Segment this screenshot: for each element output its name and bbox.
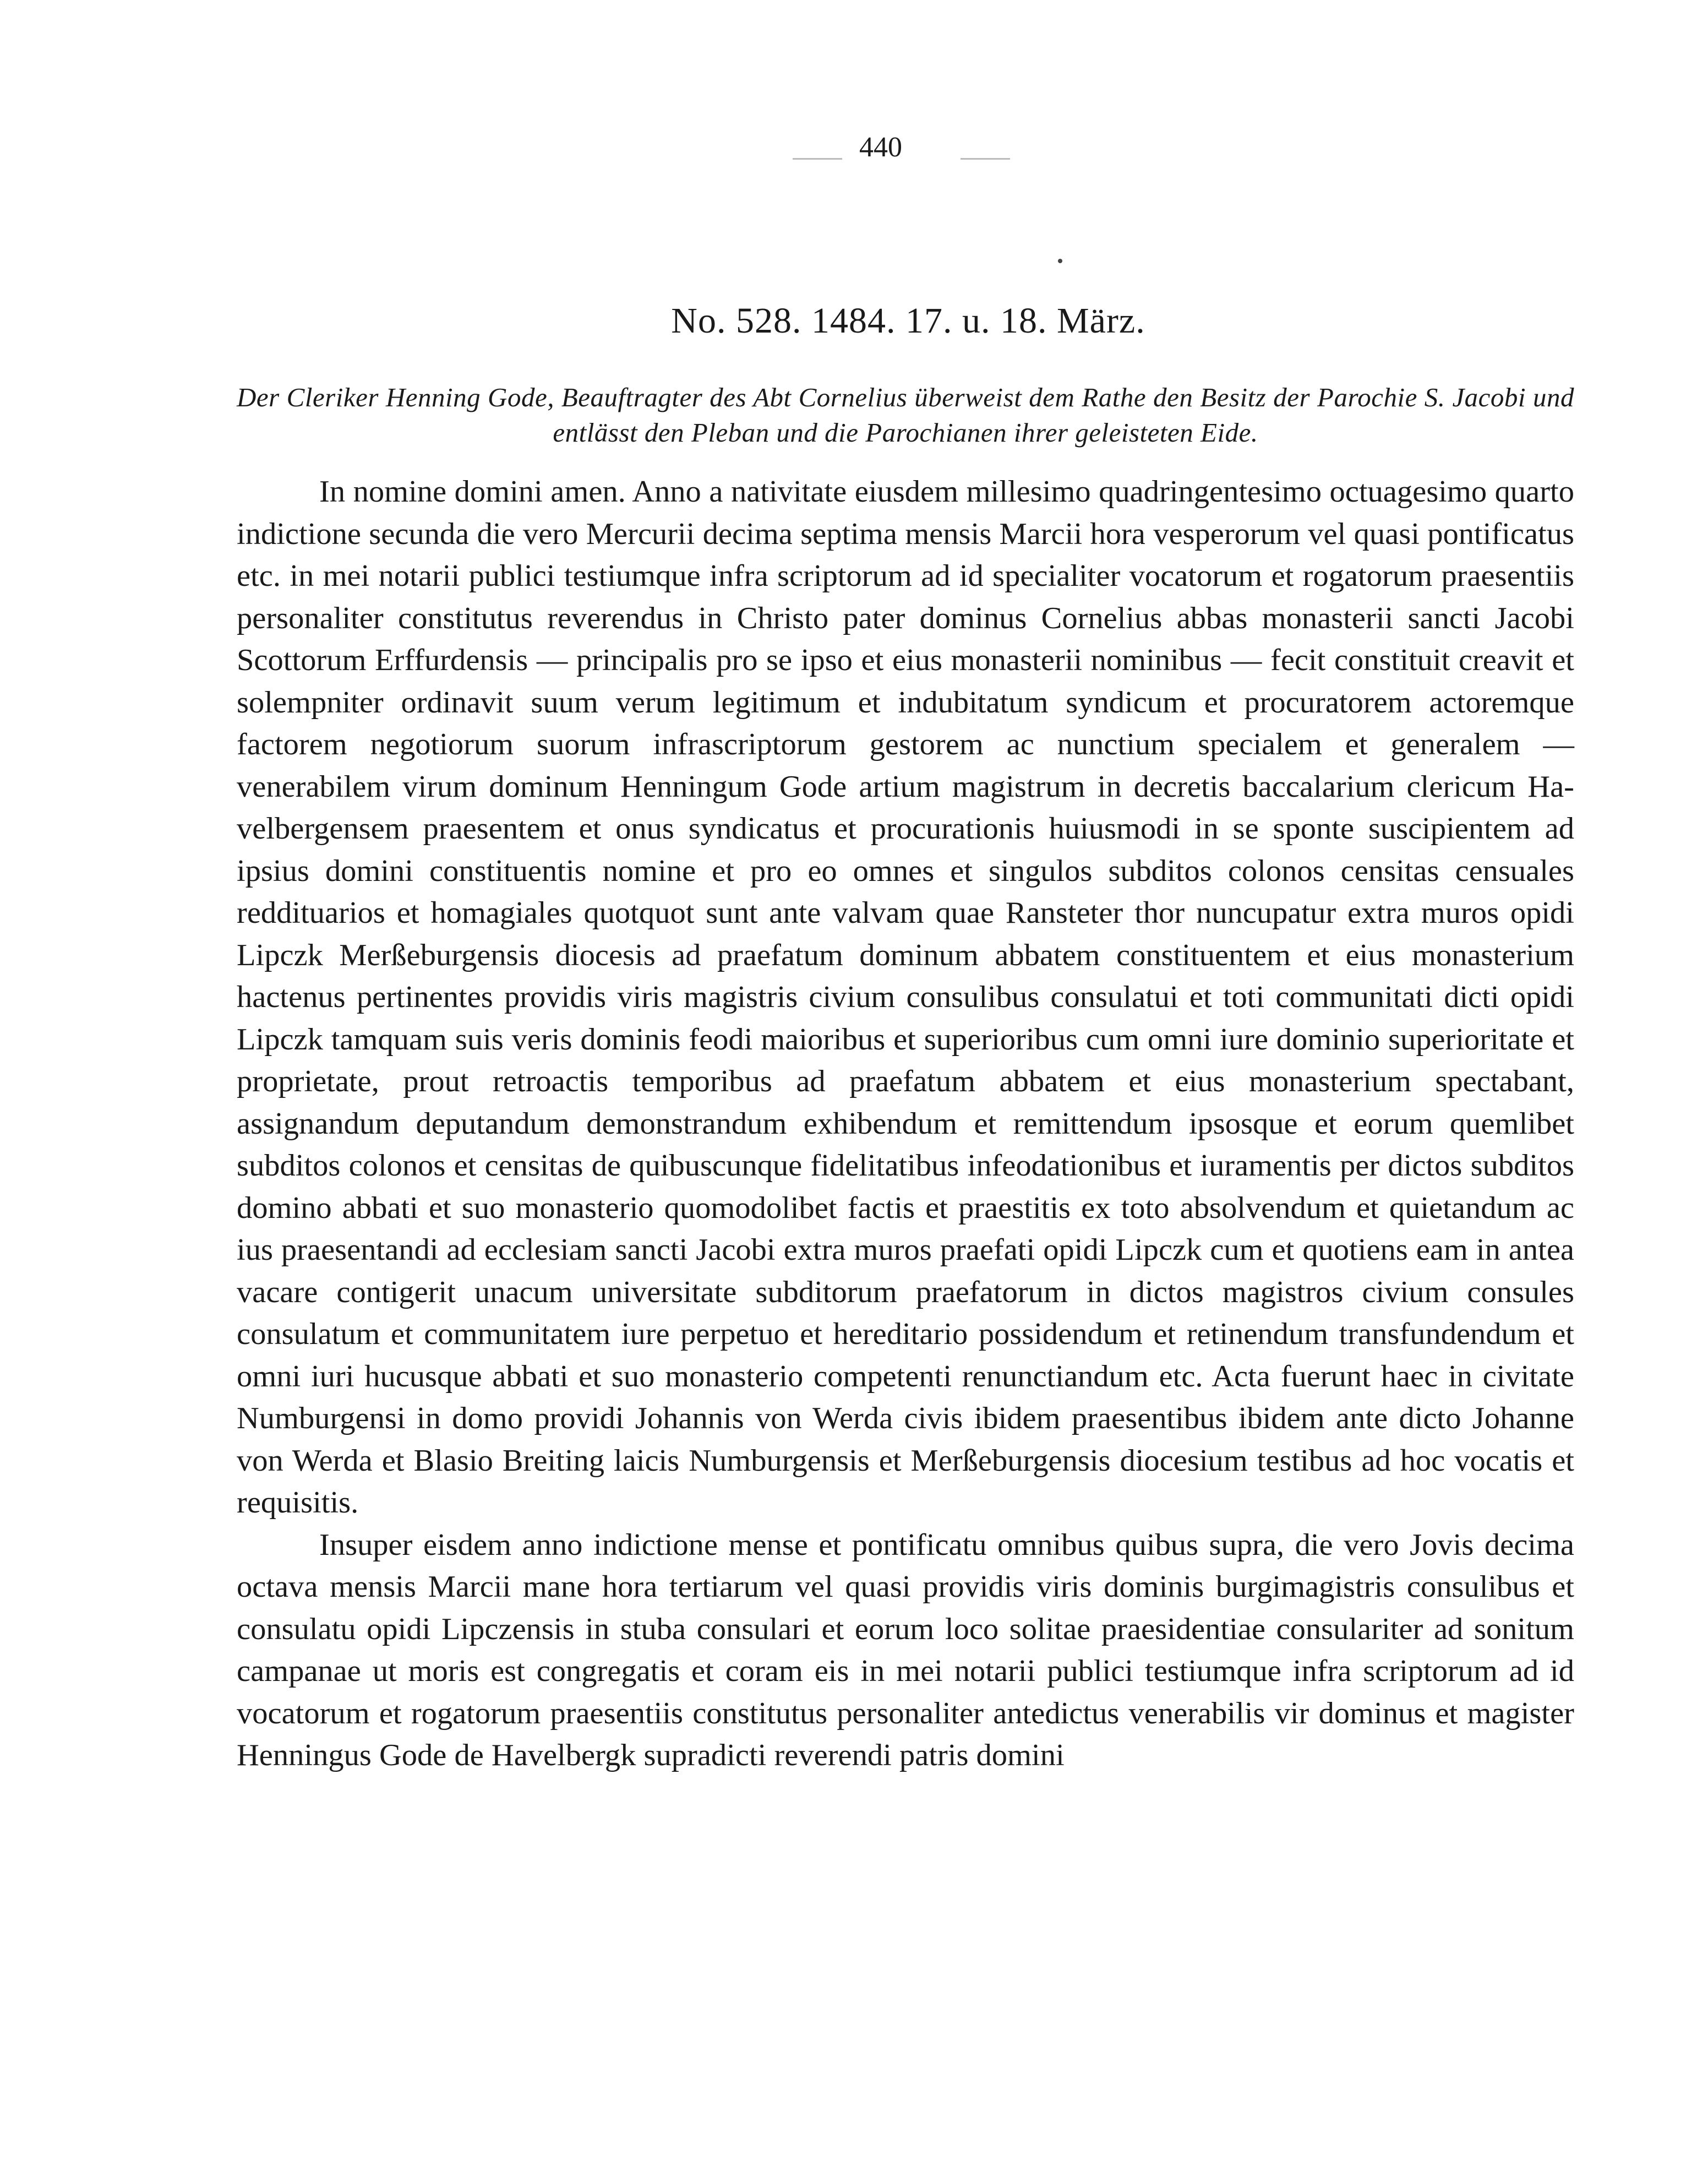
document-heading: No. 528. 1484. 17. u. 18. März. <box>671 301 1145 341</box>
document-body <box>237 471 1574 1777</box>
page-number-rule-right <box>961 158 1010 160</box>
body-paragraph: In nomine domini amen. Anno a nativitate eiusdem millesimo quadringentesimo octuagesimo quarto indictione secunda die vero Mercurii decima septima mensis Marcii hora vesperorum vel quasi pontificatus etc. in mei notarii publici testiumque infra scriptorum ad id specialiter vocatorum et rogatorum praesentiis personaliter constitutus reverendus in Christo pater dominus Cornelius abbas monasterii sancti Jacobi Scottorum Erffurdensis — principalis pro se ipso et eius monasterii nominibus — fecit constituit creavit et solempniter ordinavit suum verum legitimum et indubitatum syndicum et procuratorem actoremque factorem negotiorum suorum infrascriptorum gestorem ac nunctium specialem et generalem — venerabilem virum dominum Henningum Gode artium magistrum in decretis baccalarium clericum Havelbergensem praesentem et onus syndicatus et procurationis huiusmodi in se sponte suscipientem ad ipsius domini constituentis nomine et pro eo omnes et singulos subditos colonos censitas censuales reddituarios et homagiales quotquot sunt ante valvam quae Ransteter thor nuncupatur extra muros opidi Lipczk Merßeburgensis diocesis ad praefatum dominum abbatem constituentem et eius monasterium hactenus pertinentes providis viris magistris civium consulibus consulatui et toti communitati dicti opidi Lipczk tamquam suis veris dominis feodi maioribus et superioribus cum omni iure dominio superioritate et proprietate, prout retroactis temporibus ad praefatum abbatem et eius monasterium spectabant, assignandum deputandum demonstrandum exhibendum et remittendum ipsosque et eorum quemlibet subditos colonos et censitas de quibuscunque fidelitatibus infeodationibus et iuramentis per dictos subditos domino abbati et suo monasterio quomodolibet factis et praestitis ex toto absolvendum et quietandum ac ius praesentandi ad ecclesiam sancti Jacobi extra muros praefati opidi Lipczk cum et quotiens eam in antea vacare contigerit unacum universitate subditorum praefatorum in dictos magistros civium consules consulatum et communitatem iure perpetuo et hereditario possidendum et retinendum transfundendum et omni iuri hucusque abbati et suo monasterio competenti renunctiandum etc. Acta fuerunt haec in civitate Numburgensi in domo providi Johannis von Werda civis ibidem praesentibus ibidem ante dicto Johanne von Werda et Blasio Breiting laicis Numburgensis et Merßeburgensis diocesium testibus ad hoc vocatis et requisitis. <box>237 475 1574 1520</box>
page-number: 440 <box>859 132 902 163</box>
print-speck <box>1058 259 1062 263</box>
document-summary: Der Cleriker Henning Gode, Beauftragter des Abt Cornelius überweist dem Rathe den Besitz der Parochie S. Jacobi und entlässt den Pleban und die Parochianen ihrer geleisteten Eide. <box>237 382 1574 448</box>
body-paragraph: Insuper eisdem anno indictione mense et pontificatu omnibus quibus supra, die vero Jovis decima octava mensis Marcii mane hora tertiarum vel quasi providis viris dominis burgimagistris consulibus et consulatu opidi Lipczensis in stuba consulari et eorum loco solitae praesidentiae consulariter ad sonitum campanae ut moris est congregatis et coram eis in mei notarii publici testiumque infra scriptorum ad id vocatorum et rogatorum praesentiis constitutus personaliter antedictus venerabilis vir dominus et magister Henningus Gode de Havelbergk supradicti reverendi patris domini <box>237 1527 1574 1772</box>
